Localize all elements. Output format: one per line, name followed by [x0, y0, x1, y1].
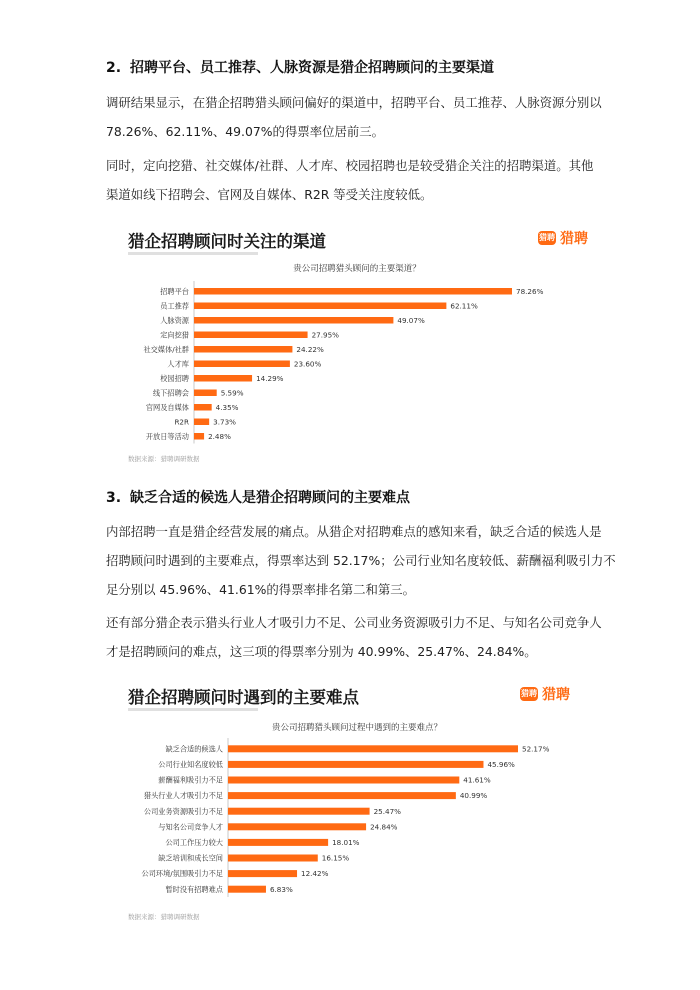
bar	[194, 419, 209, 426]
value-label: 24.84%	[370, 822, 398, 832]
value-label: 4.35%	[215, 402, 239, 412]
section-3-heading	[106, 487, 410, 507]
liepin-logo-icon: 猎聘	[520, 687, 538, 701]
category-label: 缺乏合适的候选人	[165, 744, 223, 754]
figure-title: 猎企招聘顾问时遇到的主要难点	[128, 688, 359, 707]
title-underline	[128, 708, 258, 711]
section-3-number: 3.	[106, 490, 122, 506]
value-label: 3.73%	[213, 417, 237, 427]
bar	[194, 332, 308, 339]
section-2-paragraph-1	[106, 88, 606, 146]
text-line: 同时，定向挖猎、社交媒体/社群、人才库、校园招聘也是较受猎企关注的招聘渠道。其他	[106, 158, 594, 173]
category-label: 人才库	[167, 359, 189, 369]
section-3-paragraph-2	[106, 608, 606, 666]
category-label: 人脉资源	[160, 315, 189, 325]
value-label: 52.17%	[522, 744, 550, 754]
channels-figure	[118, 222, 596, 466]
category-label: 开放日等活动	[145, 431, 189, 441]
liepin-logo	[538, 228, 588, 248]
value-label: 23.60%	[293, 359, 322, 369]
liepin-logo-text: 猎聘	[542, 687, 570, 703]
value-label: 6.83%	[269, 884, 293, 894]
data-source: 数据来源：猎聘调研数据	[128, 455, 200, 463]
category-label: 员工推荐	[160, 301, 189, 311]
section-2-number: 2.	[106, 60, 122, 76]
text-line: 内部招聘一直是猎企经营发展的痛点。从猎企对招聘难点的感知来看，缺乏合适的候选人是	[106, 524, 602, 539]
category-label: 公司环境/氛围吸引力不足	[141, 869, 223, 879]
value-label: 40.99%	[459, 791, 488, 801]
category-label: 与知名公司竞争人才	[158, 822, 223, 832]
bar	[194, 346, 292, 353]
text-line: 还有部分猎企表示猎头行业人才吸引力不足、公司业务资源吸引力不足、与知名公司竞争人	[106, 615, 602, 630]
difficulties-bar-chart	[118, 738, 596, 908]
bar	[228, 839, 328, 846]
category-label: 定向挖猎	[160, 330, 189, 340]
value-label: 24.22%	[296, 344, 324, 354]
figure-title: 猎企招聘顾问时关注的渠道	[128, 232, 326, 251]
value-label: 16.15%	[321, 853, 350, 863]
bar	[194, 433, 204, 440]
section-2-heading	[106, 57, 494, 77]
value-label: 41.61%	[463, 775, 491, 785]
bar	[194, 317, 393, 324]
value-label: 45.96%	[487, 760, 515, 769]
category-label: 官网及自媒体	[145, 402, 189, 412]
value-label: 62.11%	[450, 301, 478, 311]
category-label: 线下招聘会	[153, 388, 189, 398]
value-label: 25.47%	[373, 806, 401, 816]
difficulties-figure	[118, 676, 596, 924]
category-label: R2R	[174, 417, 189, 427]
value-label: 49.07%	[397, 315, 425, 325]
text-line: 78.26%、62.11%、49.07%的得票率位居前三。	[106, 124, 385, 139]
bar	[228, 745, 518, 752]
liepin-logo-icon: 猎聘	[538, 231, 556, 245]
text-line: 足分别以 45.96%、41.61%的得票率排名第二和第三。	[106, 582, 416, 597]
category-label: 公司业务资源吸引力不足	[143, 806, 223, 816]
liepin-logo-text: 猎聘	[560, 231, 588, 247]
category-label: 薪酬福利吸引力不足	[158, 775, 223, 785]
category-label: 公司行业知名度较低	[158, 760, 223, 769]
liepin-logo	[520, 684, 570, 704]
category-label: 猎头行业人才吸引力不足	[143, 791, 223, 801]
chart-question: 贵公司招聘猎头顾问过程中遇到的主要难点？	[271, 723, 442, 733]
title-underline	[128, 252, 258, 255]
bar	[228, 808, 370, 815]
section-3-paragraph-1	[106, 517, 616, 604]
category-label: 缺乏培训和成长空间	[158, 853, 223, 863]
category-label: 招聘平台	[160, 286, 189, 296]
bar	[228, 855, 318, 862]
text-line: 渠道如线下招聘会、官网及自媒体、R2R 等受关注度较低。	[106, 187, 433, 202]
value-label: 2.48%	[208, 431, 231, 441]
bar	[228, 870, 297, 877]
bar	[194, 404, 212, 411]
text-line: 招聘顾问时遇到的主要难点，得票率达到 52.17%；公司行业知名度较低、薪酬福利吸引力不	[106, 553, 616, 568]
chart-question: 贵公司招聘猎头顾问的主要渠道？	[293, 264, 421, 274]
section-3-title: 缺乏合适的候选人是猎企招聘顾问的主要难点	[130, 490, 410, 506]
bar	[228, 761, 483, 768]
category-label: 社交媒体/社群	[143, 344, 189, 354]
bar	[194, 288, 512, 295]
value-label: 12.42%	[301, 869, 329, 879]
section-2-title: 招聘平台、员工推荐、人脉资源是猎企招聘顾问的主要渠道	[130, 60, 494, 76]
text-line: 调研结果显示，在猎企招聘猎头顾问偏好的渠道中，招聘平台、员工推荐、人脉资源分别以	[106, 95, 602, 110]
category-label: 公司工作压力较大	[165, 838, 223, 847]
text-line: 才是招聘顾问的难点，这三项的得票率分别为 40.99%、25.47%、24.84%。	[106, 644, 537, 659]
bar	[228, 823, 366, 830]
bar	[194, 361, 290, 368]
category-label: 校园招聘	[160, 373, 189, 383]
data-source: 数据来源：猎聘调研数据	[128, 913, 200, 921]
bar	[228, 777, 459, 784]
bar	[228, 792, 456, 799]
value-label: 14.29%	[256, 373, 284, 383]
bar	[194, 375, 252, 382]
value-label: 27.95%	[311, 330, 339, 340]
bar	[194, 390, 217, 397]
channels-bar-chart	[118, 280, 596, 460]
value-label: 5.59%	[220, 388, 244, 398]
category-label: 暂时没有招聘难点	[165, 884, 223, 894]
bar	[194, 303, 446, 310]
value-label: 78.26%	[516, 286, 544, 296]
bar	[228, 886, 266, 893]
section-2-paragraph-2	[106, 151, 606, 209]
value-label: 18.01%	[332, 838, 360, 847]
